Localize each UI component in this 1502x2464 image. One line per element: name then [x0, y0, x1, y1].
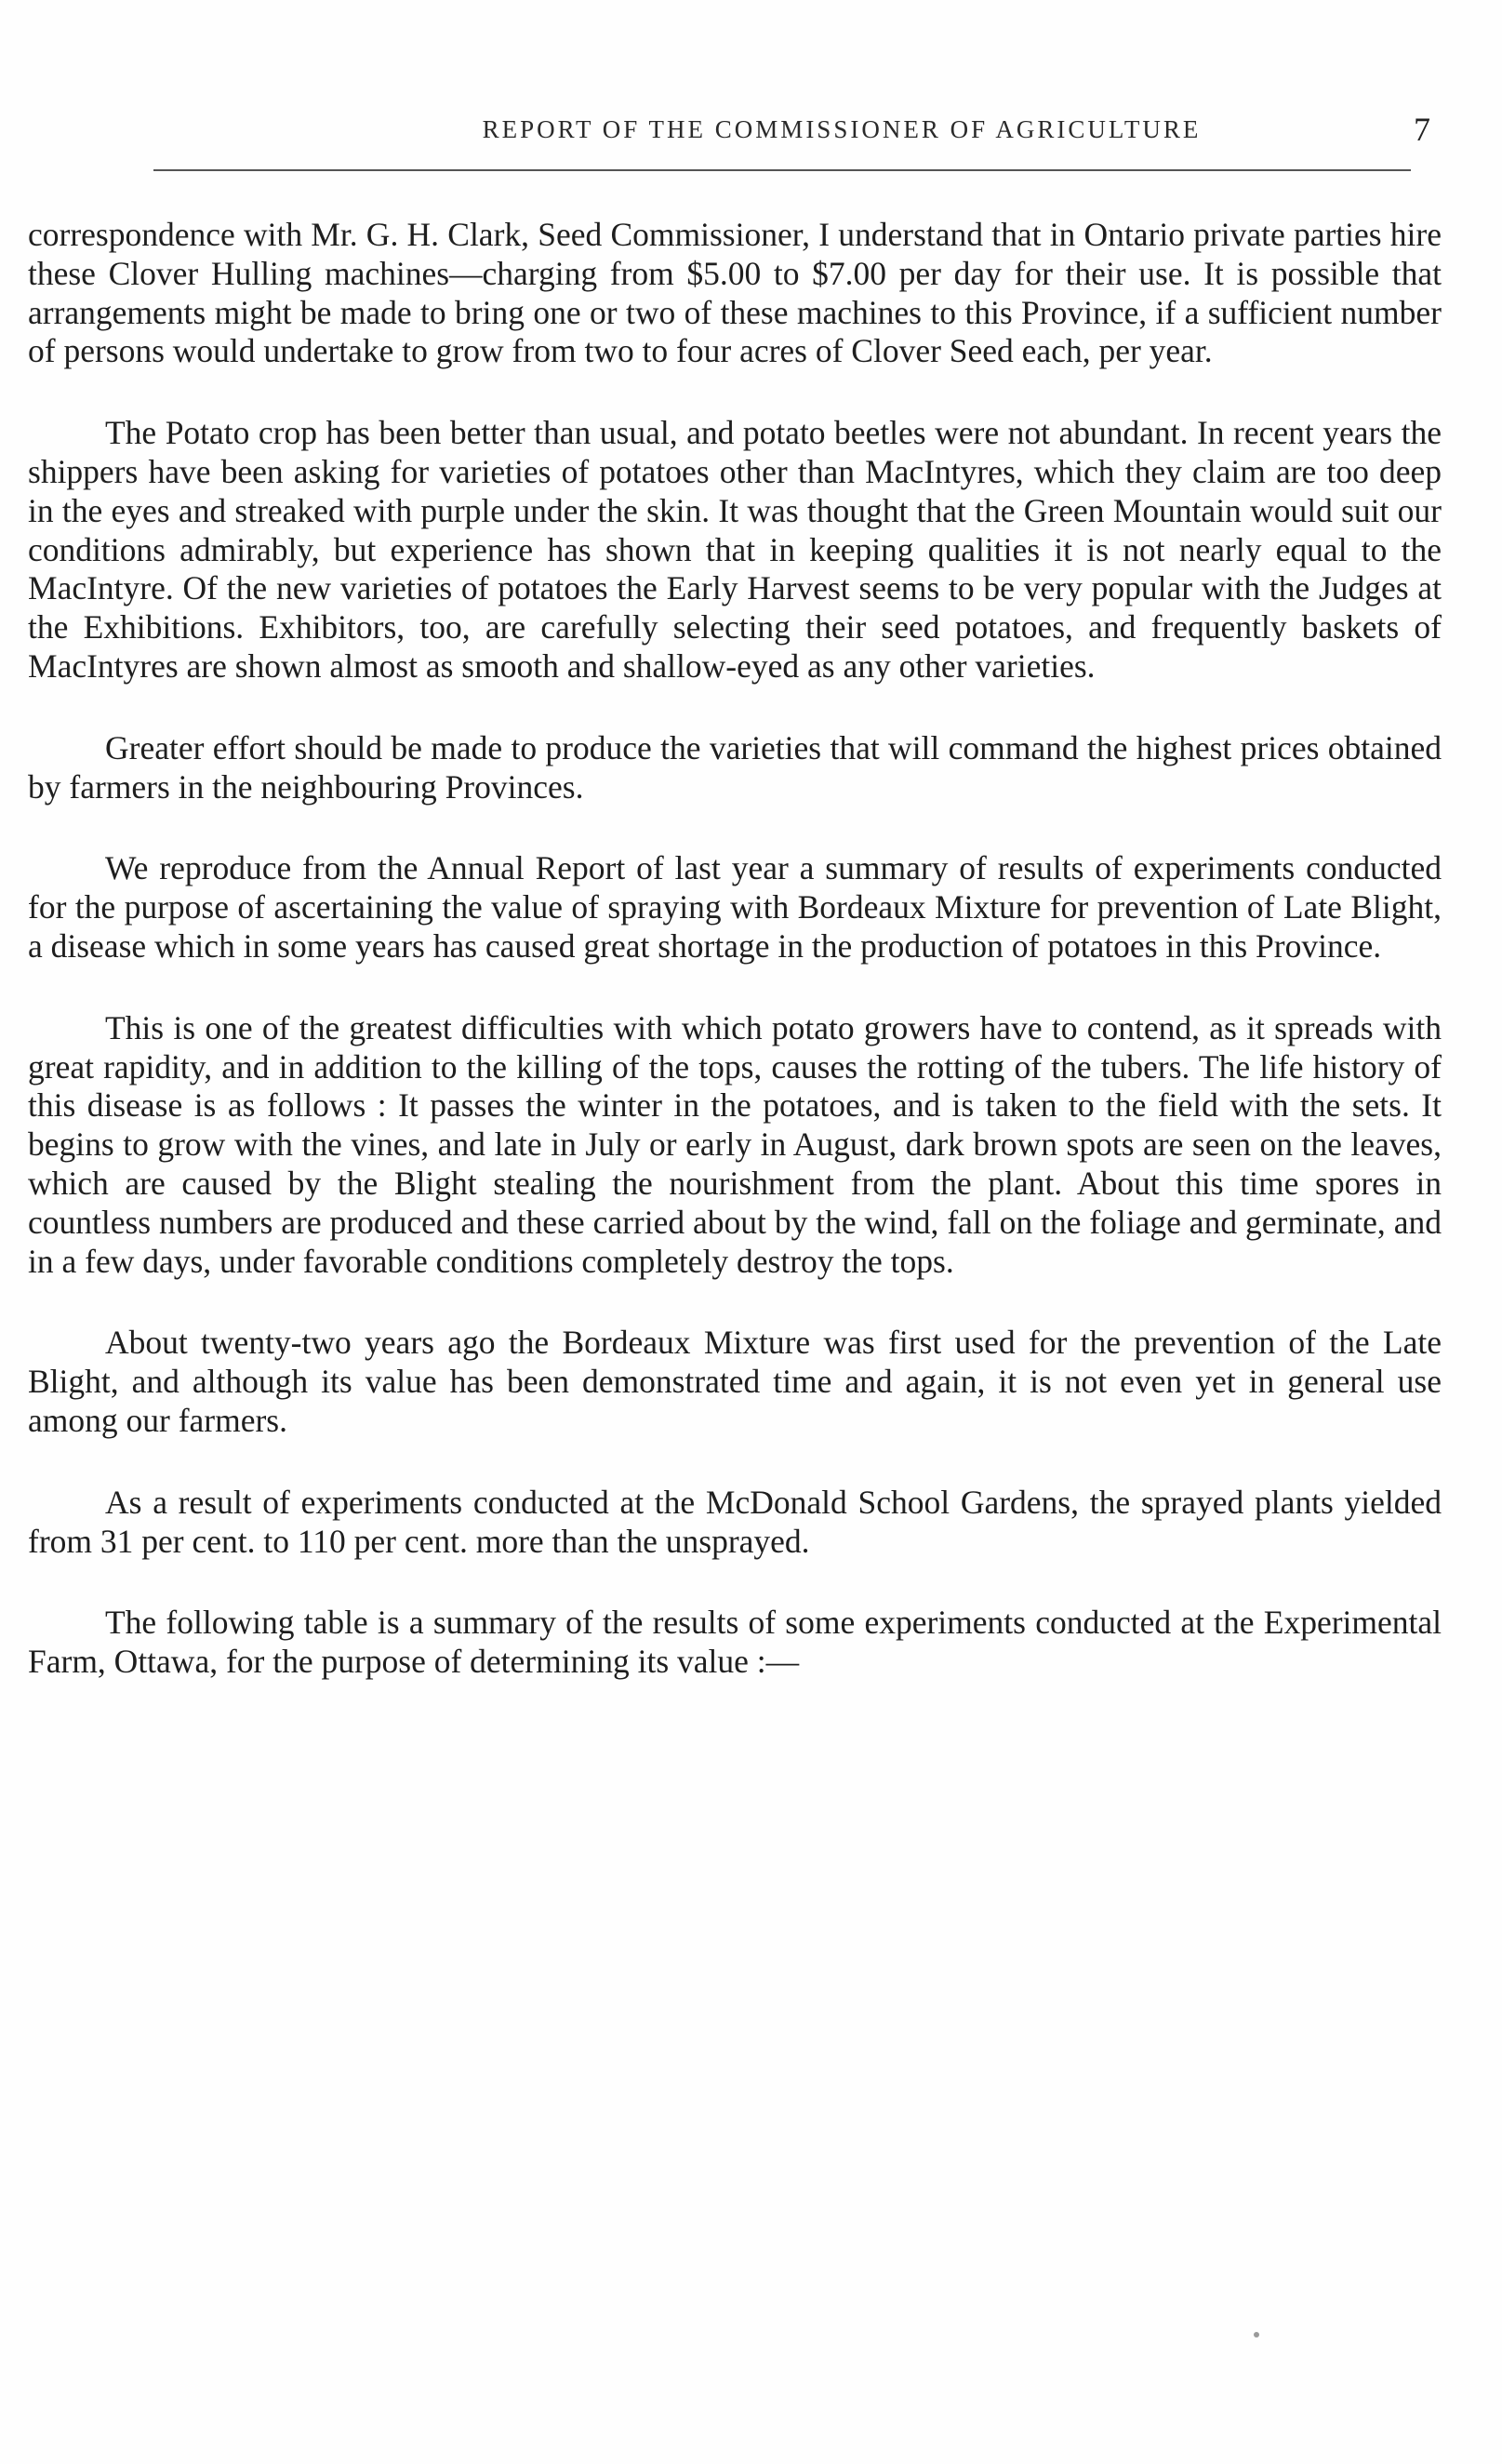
paragraph-annual-report: We reproduce from the Annual Report of last year a summary of results of experiments conducted for the purpose of ascertaining the value of spraying with Bordeaux Mixture for prevention of Late Blight, a disease which in some years has caused great shortage in the production of potatoes in this Province. [28, 849, 1442, 965]
header-rule [153, 169, 1411, 171]
paragraph-mcdonald-results: As a result of experiments conducted at the McDonald School Gardens, the sprayed plants yielded from 31 per cent. to 110 per cent. more than the unsprayed. [28, 1483, 1442, 1560]
paragraph-table-intro: The following table is a summary of the results of some experiments conducted at the Experimental Farm, Ottawa, for the purpose of determining its value :— [28, 1604, 1442, 1681]
paper-speck [1254, 2332, 1259, 2337]
paragraph-blight-life-history: This is one of the greatest difficulties with which potato growers have to contend, as it spreads with great rapidity, and in addition to the killing of the tops, causes the rotting of the tubers. The life history of this disease is as follows : It passes the winter in the potatoes, and is taken to the field with the sets. It begins to grow with the vines, and late in July or early in August, dark brown spots are seen on the leaves, which are caused by the Blight stealing the nourishment from the plant. About this time spores in countless numbers are produced and these carried about by the wind, fall on the foliage and germinate, and in a few days, under favorable conditions completely destroy the tops. [28, 1008, 1442, 1280]
paragraph-clover-hulling: correspondence with Mr. G. H. Clark, Seed Commissioner, I understand that in Ontario private parties hire these Clover Hulling machines—charging from $5.00 to $7.00 per day for their use. It is possible that arrangements might be made to bring one or two of these machines to this Province, if a sufficient number of persons would undertake to grow from two to four acres of Clover Seed each, per year. [28, 216, 1442, 370]
paragraph-potato-crop: The Potato crop has been better than usual, and potato beetles were not abundant. In recent years the shippers have been asking for varieties of potatoes other than MacIntyres, which they claim are too deep in the eyes and streaked with purple under the skin. It was thought that the Green Mountain would suit our conditions admirably, but experience has shown that in keeping qualities it is not nearly equal to the MacIntyre. Of the new varieties of potatoes the Early Harvest seems to be very popular with the Judges at the Exhibitions. Exhibitors, too, are carefully selecting their seed potatoes, and frequently baskets of MacIntyres are shown almost as smooth and shallow-eyed as any other varieties. [28, 414, 1442, 685]
body-text [28, 216, 1442, 1725]
running-head: REPORT OF THE COMMISSIONER OF AGRICULTURE [482, 115, 1202, 143]
paragraph-bordeaux-history: About twenty-two years ago the Bordeaux Mixture was first used for the prevention of the Late Blight, and although its value has been demonstrated time and again, it is not even yet in general use among our farmers. [28, 1324, 1442, 1439]
paragraph-greater-effort: Greater effort should be made to produce the varieties that will command the highest prices obtained by farmers in the neighbouring Provinces. [28, 728, 1442, 806]
page-number: 7 [1414, 111, 1430, 148]
